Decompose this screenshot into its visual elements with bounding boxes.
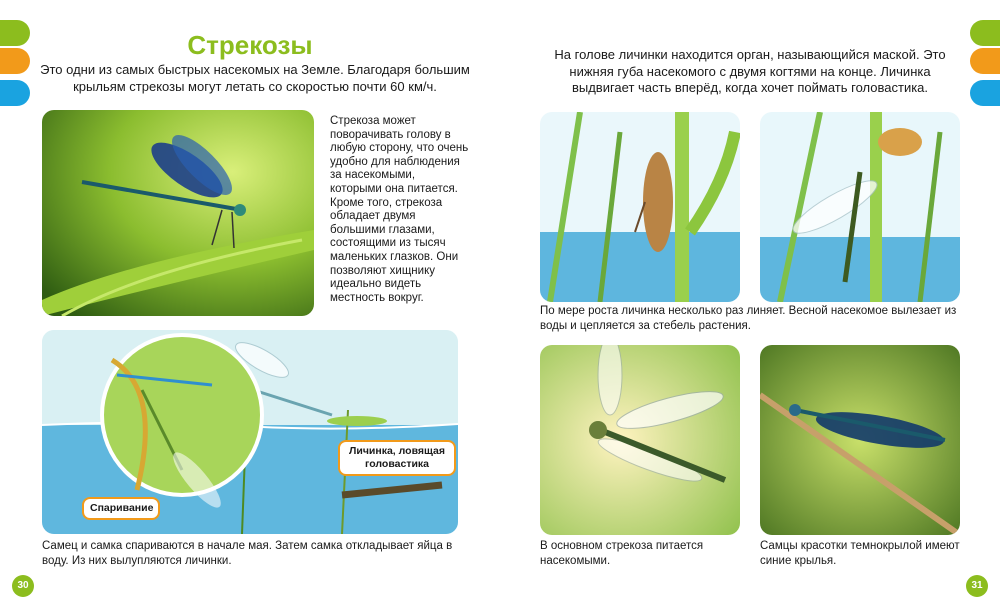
badge-larva: Личинка, ловящая головастика bbox=[338, 440, 456, 476]
page-number: 31 bbox=[966, 575, 988, 597]
side-text: Стрекоза может поворачивать голову в любую сторону, что очень удобно для наблюдения за насекомыми, которыми она питается. Кроме того, стрекоза обладает двумя большими глазами, состоящими из тысяч маленьких глазков. Они позволяют хищнику идеально видеть местность вокруг. bbox=[330, 115, 469, 304]
page-title: Стрекозы bbox=[187, 30, 313, 60]
section-tab-blue[interactable] bbox=[0, 80, 30, 106]
photo-dragonfly-on-leaf bbox=[42, 110, 314, 316]
section-tab-blue[interactable] bbox=[970, 80, 1000, 106]
intro-text: Это одни из самых быстрых насекомых на Земле. Благодаря большим крыльям стрекозы могут летать со скоростью почти 60 км/ч. bbox=[40, 62, 470, 94]
section-tab-green[interactable] bbox=[970, 20, 1000, 46]
photo-demoiselle-on-stem bbox=[760, 345, 960, 535]
section-tab-orange[interactable] bbox=[970, 48, 1000, 74]
caption-mating: Самец и самка спариваются в начале мая. Затем самка откладывает яйца в воду. Из них вылупляются личинки. bbox=[42, 540, 453, 567]
caption-demoiselle: Самцы красотки темнокрылой имеют синие крылья. bbox=[760, 540, 960, 567]
page-number: 30 bbox=[12, 575, 34, 597]
caption-feeding: В основном стрекоза питается насекомыми. bbox=[540, 540, 704, 567]
caption-molt: По мере роста личинка несколько раз линяет. Весной насекомое вылезает из воды и цепляется за стебель растения. bbox=[540, 305, 957, 332]
illustration-emerging-adult bbox=[760, 112, 960, 302]
intro-text-right: На голове личинки находится орган, называющийся маской. Это нижняя губа насекомого с двумя когтями на конце. Личинка выдвигает часть вперёд, когда хочет поймать головастика. bbox=[554, 47, 946, 95]
badge-mating: Спаривание bbox=[82, 497, 160, 520]
illustration-dragonfly-flying bbox=[540, 345, 740, 535]
illustration-larva-on-stem bbox=[540, 112, 740, 302]
